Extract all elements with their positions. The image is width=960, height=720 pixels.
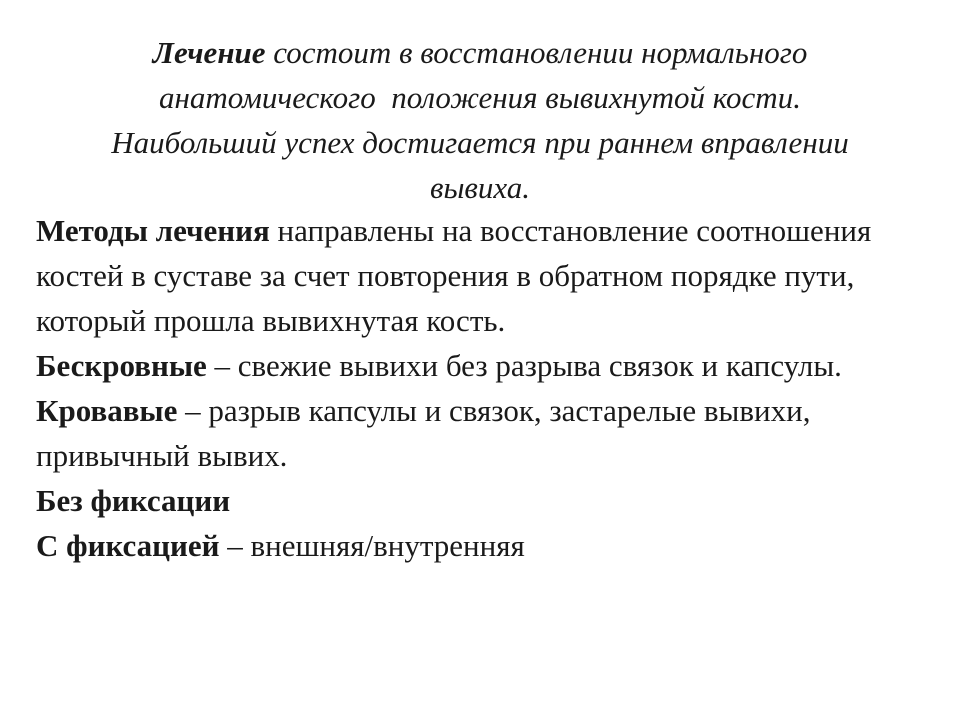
intro-line-4: вывиха. [429,170,530,205]
bloodless-text: – свежие вывихи без разрыва связок и капсулы. [206,348,842,383]
bloody-paragraph [36,388,936,478]
with-fixation-paragraph [36,523,936,568]
treatment-term: Лечение [152,35,266,70]
no-fixation-paragraph [36,478,936,523]
body-text [36,208,936,568]
with-fixation-term: С фиксацией [36,528,220,563]
with-fixation-text: – внешняя/внутренняя [219,528,525,563]
intro-line-3: Наибольший успех достигается при раннем вправлении [111,125,849,160]
intro-line-1 [20,30,940,75]
methods-text: направлены на восстановление соотношения костей в суставе за счет повторения в обратном порядке пути, который прошла вывихнутая кость. [36,213,872,338]
intro-line-2: анатомического положения вывихнутой кости. [159,80,801,115]
bloody-term: Кровавые [36,393,178,428]
methods-term: Методы лечения [36,213,270,248]
bloodless-paragraph [36,343,936,388]
bloody-text: – разрыв капсулы и связок, застарелые вывихи, привычный вывих. [36,393,811,473]
no-fixation-term: Без фиксации [36,483,231,518]
intro-paragraph [20,30,940,210]
intro-text-1: состоит в восстановлении нормального [265,35,808,70]
bloodless-term: Бескровные [36,348,207,383]
methods-paragraph [36,208,936,343]
